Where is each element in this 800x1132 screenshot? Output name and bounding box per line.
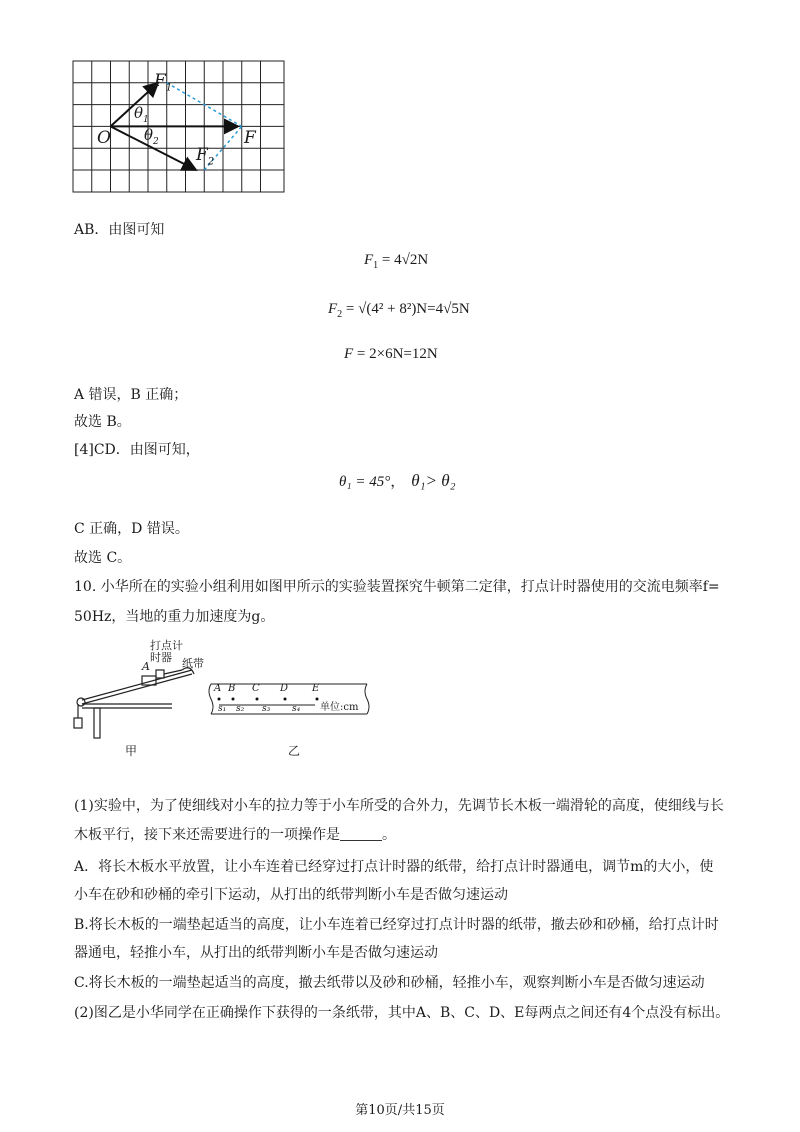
equation-f2: $F_2 = √(4^2 + 8^2)N=4√5N$ bbox=[328, 301, 470, 320]
label-f: F bbox=[244, 128, 256, 148]
label-theta1: $\theta_1$ bbox=[134, 104, 149, 125]
label-f1: $F_1$ bbox=[154, 71, 173, 94]
cd-intro: [4]CD．由图可知， bbox=[74, 442, 200, 458]
tape-left-tear bbox=[209, 684, 213, 714]
sand-bucket-icon bbox=[74, 718, 82, 728]
tape-right-tear bbox=[365, 684, 369, 714]
cd-choice: 故选 C。 bbox=[74, 550, 132, 566]
timer-icon bbox=[156, 670, 164, 678]
sub1-line1: (1)实验中，为了使细线对小车的拉力等于小车所受的合外力，先调节长木板一端滑轮的高度，使细线与长 bbox=[74, 798, 724, 814]
ab-intro: AB．由图可知 bbox=[74, 222, 165, 238]
ab-choice: 故选 B。 bbox=[74, 414, 131, 430]
label-a: A bbox=[142, 660, 150, 673]
equation-f1: $F_1 = 4√2N$ bbox=[364, 252, 429, 271]
label-origin: O bbox=[97, 128, 111, 148]
table-leg bbox=[94, 708, 100, 738]
caption-jia: 甲 bbox=[125, 744, 138, 758]
equation-f: F = 2×6N=12N bbox=[344, 346, 438, 362]
label-timer: 打点计 时器 bbox=[150, 639, 183, 664]
option-a-line1: A．将长木板水平放置，让小车连着已经穿过打点计时器的纸带，给打点计时器通电，调节m的大小，使 bbox=[74, 859, 714, 875]
option-a-line2: 小车在砂和砂桶的牵引下运动，从打出的纸带判断小车是否做匀速运动 bbox=[74, 887, 508, 903]
tape-unit: 单位:cm bbox=[320, 702, 359, 713]
cd-result: C 正确，D 错误。 bbox=[74, 521, 189, 537]
answer-blank[interactable] bbox=[340, 826, 382, 841]
q10-stem-line2: 50Hz，当地的重力加速度为g。 bbox=[74, 609, 275, 625]
sub2-line1: (2)图乙是小华同学在正确操作下获得的一条纸带，其中A、B、C、D、E每两点之间还有4个点没有标出。 bbox=[74, 1005, 730, 1021]
option-c-line1: C.将长木板的一端垫起适当的高度，撤去纸带以及砂和砂桶，轻推小车，观察判断小车是否做匀速运动 bbox=[74, 975, 705, 991]
label-theta2: $\theta_2$ bbox=[144, 126, 159, 147]
q10-stem-line1: 10. 小华所在的实验小组利用如图甲所示的实验装置探究牛顿第二定律，打点计时器使用的交流电频率f= bbox=[74, 579, 720, 595]
sub1-line2: 木板平行，接下来还需要进行的一项操作是 。 bbox=[74, 827, 396, 843]
page-footer: 第10页/共15页 bbox=[355, 1103, 445, 1118]
equation-theta: θ₁ = 45°， θ₁> θ₂ bbox=[339, 471, 456, 490]
label-f2: $F_2$ bbox=[196, 145, 215, 168]
option-b-line2: 器通电，轻推小车，从打出的纸带判断小车是否做匀速运动 bbox=[74, 945, 438, 961]
ab-result: A 错误，B 正确； bbox=[74, 387, 188, 403]
caption-yi: 乙 bbox=[288, 744, 301, 758]
force-diagram bbox=[72, 60, 286, 194]
label-tape: 纸带 bbox=[182, 657, 204, 670]
option-b-line1: B.将长木板的一端垫起适当的高度，让小车连着已经穿过打点计时器的纸带，撤去砂和砂桶，给打点计时 bbox=[74, 917, 719, 933]
inclined-board bbox=[82, 670, 192, 700]
